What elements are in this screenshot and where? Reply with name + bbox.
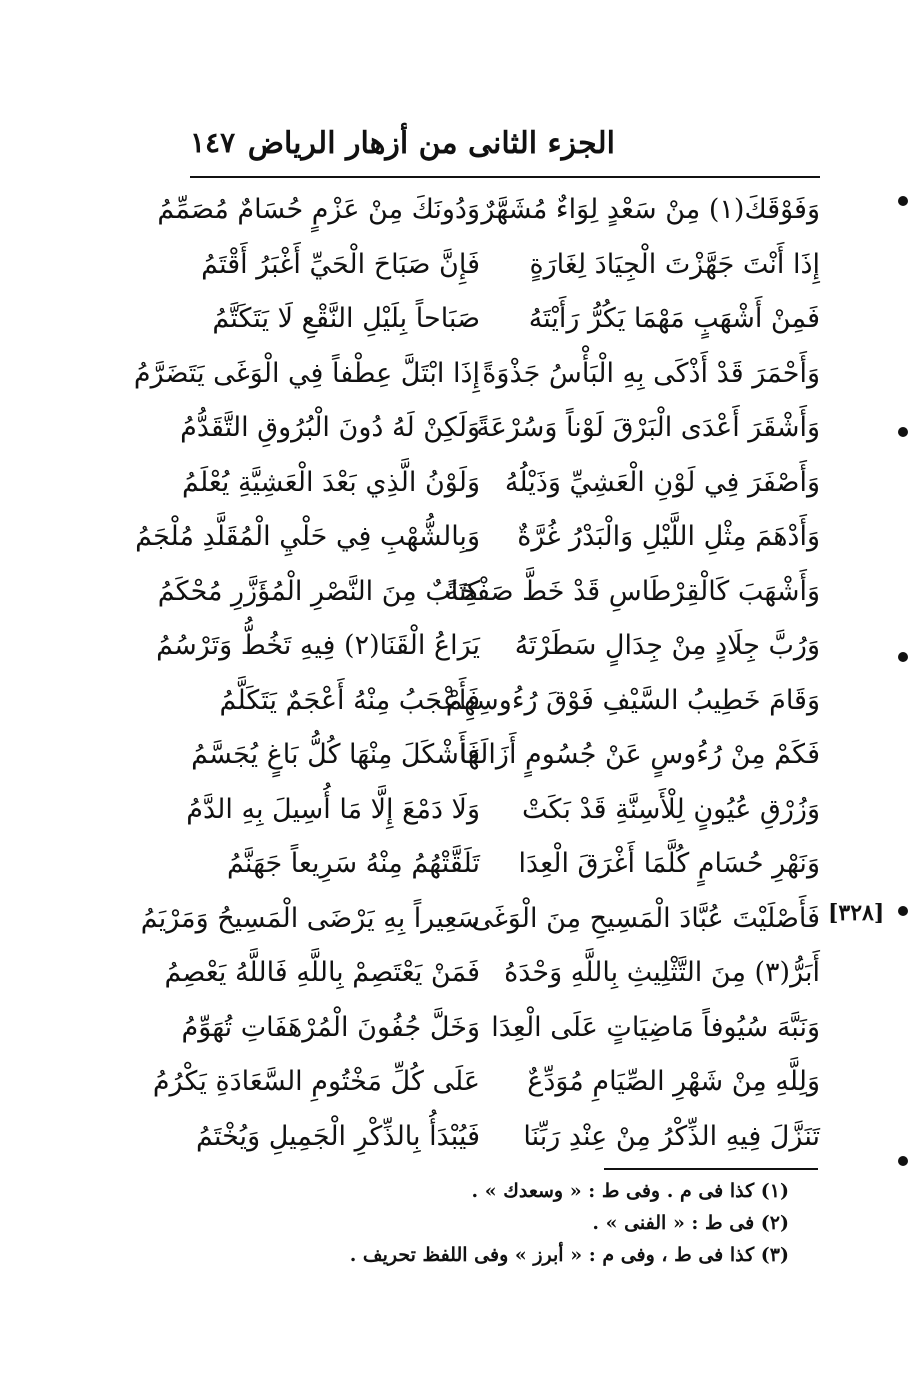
verse-first-hemistich: وَأَدْهَمَ مِثْلِ اللَّيْلِ وَالْبَدْرُ غُرَّةٌ bbox=[517, 521, 820, 552]
verse bbox=[186, 788, 820, 843]
verse-second-hemistich: وَلَوْنُ الَّذِي بَعْدَ الْعَشِيَّةِ يُعْلَمُ bbox=[181, 466, 480, 498]
running-title: الجزء الثانى من أزهار الرياض bbox=[247, 126, 615, 161]
page-number: ١٤٧ bbox=[190, 126, 236, 159]
verse-first-hemistich: وَرُبَّ جِلَادٍ مِنْ جِدَالٍ سَطَرْتَهُ bbox=[514, 630, 820, 661]
verse-second-hemistich: وَلَكِنْ لَهُ دُونَ الْبُرُوقِ التَّقَدُّمُ bbox=[180, 412, 480, 443]
header-rule bbox=[190, 176, 820, 178]
margin-page-reference: [٣٢٨] bbox=[828, 900, 885, 926]
running-header bbox=[190, 122, 820, 172]
margin-dot bbox=[898, 906, 908, 916]
verse-first-hemistich: وَقَامَ خَطِيبُ السَّيْفِ فَوْقَ رُءُوسِهِمْ bbox=[445, 684, 820, 716]
footnote: (١) كذا فى م . وفى ط : « وسعدك » . bbox=[471, 1180, 789, 1202]
poem bbox=[133, 188, 820, 1169]
verse-first-hemistich: وَأَشْقَرَ أَعْدَى الْبَرْقَ لَوْناً وَسُرْعَةً bbox=[476, 412, 820, 443]
margin-dot bbox=[898, 427, 908, 437]
verse-first-hemistich: وَأَصْفَرَ فِي لَوْنِ الْعَشِيِّ وَذَيْلُهُ bbox=[504, 466, 820, 498]
verse-first-hemistich: فَكَمْ مِنْ رُءُوسٍ عَنْ جُسُومٍ أَزَالَهَا bbox=[459, 739, 820, 770]
footnote: (٢) فى ط : « الفنى » . bbox=[592, 1212, 789, 1234]
verse bbox=[152, 1060, 820, 1115]
verse bbox=[190, 243, 820, 298]
verse bbox=[190, 679, 820, 734]
verse-first-hemistich: وَأَشْهَبَ كَالْقِرْطَاسِ قَدْ خَطَّ صَفْحَةً bbox=[445, 575, 820, 607]
verse-second-hemistich: فَإِنَّ صَبَاحَ الْحَيِّ أَغْبَرُ أَقْتَمُ bbox=[201, 248, 480, 280]
verse bbox=[190, 733, 820, 788]
verse-second-hemistich: وَلَا دَمْعَ إِلَّا مَا أُسِيلَ بِهِ الدَّمُ bbox=[186, 793, 480, 825]
verse-second-hemistich: فَمَنْ يَعْتَصِمْ بِاللَّهِ فَاللَّهُ يَعْصِمُ bbox=[164, 957, 480, 988]
verse-second-hemistich: وَخَلَّ جُفُونَ الْمُرْهَفَاتِ تُهَوِّمُ bbox=[181, 1011, 480, 1043]
verse bbox=[190, 842, 820, 897]
verse-second-hemistich: تَلَقَّتْهُمُ مِنْهُ سَرِيعاً جَهَنَّمُ bbox=[226, 848, 480, 879]
margin-dot bbox=[898, 1156, 908, 1166]
verse-first-hemistich: وَنَهْرِ حُسَامٍ كُلَّمَا أَغْرَقَ الْعِدَا bbox=[518, 848, 820, 879]
verse bbox=[133, 352, 820, 407]
footnotes bbox=[269, 1180, 789, 1276]
verse bbox=[180, 406, 820, 461]
verse-first-hemistich: إِذَا أَنْتَ جَهَّزْتَ الْجِيَادَ لِغَارَةٍ bbox=[529, 248, 820, 280]
verse-first-hemistich: وَنَبَّهَ سُيُوفاً مَاضِيَاتٍ عَلَى الْعِدَا bbox=[491, 1011, 820, 1043]
verse-first-hemistich: وَأَحْمَرَ قَدْ أَذْكَى بِهِ الْبَأْسُ جَذْوَةً bbox=[482, 357, 820, 389]
margin-dot bbox=[898, 652, 908, 662]
verse-second-hemistich: فَأَعْجَبُ مِنْهُ أَعْجَمٌ يَتَكَلَّمُ bbox=[219, 684, 480, 716]
footnote: (٣) كذا فى ط ، وفى م : « أبرز » وفى اللفظ تحريف . bbox=[349, 1244, 789, 1266]
verse bbox=[157, 188, 820, 243]
verse bbox=[157, 570, 820, 625]
verse bbox=[190, 1115, 820, 1170]
verse-second-hemistich: يَرَاعُ الْقَنَا(٢) فِيهِ تَخُطُّ وَتَرْسُمُ bbox=[156, 630, 480, 661]
verse-first-hemistich: فَأَصْلَيْتَ عُبَّادَ الْمَسِيحِ مِنَ الْوَغَى bbox=[471, 902, 820, 934]
verse bbox=[140, 897, 820, 952]
verse-second-hemistich: وَدُونَكَ مِنْ عَزْمٍ حُسَامٌ مُصَمِّمُ bbox=[157, 194, 480, 225]
verse-second-hemistich: سَعِيراً بِهِ يَرْضَى الْمَسِيحُ وَمَرْيَمُ bbox=[140, 902, 480, 934]
verse-second-hemistich: فَيُبْدَأُ بِالذِّكْرِ الْجَمِيلِ وَيُخْتَمُ bbox=[196, 1120, 480, 1152]
verse bbox=[181, 461, 820, 516]
verse-first-hemistich: فَمِنْ أَشْهَبٍ مَهْمَا يَكُرُّ رَأَيْتَهُ bbox=[528, 303, 820, 334]
verse bbox=[190, 297, 820, 352]
verse-second-hemistich: عَلَى كُلِّ مَخْتُومِ السَّعَادَةِ يَكْرُمُ bbox=[152, 1066, 480, 1097]
verse-second-hemistich: صَبَاحاً بِلَيْلِ النَّقْعِ لَا يَتَكَتَّمُ bbox=[212, 303, 480, 334]
verse-second-hemistich: إِذَا ابْتَلَّ عِطْفاً فِي الْوَغَى يَتَضَرَّمُ bbox=[133, 357, 480, 389]
verse-first-hemistich: وَزُرْقِ عُيُونٍ لِلْأَسِنَّةِ قَدْ بَكَتْ bbox=[521, 793, 820, 825]
verse-first-hemistich: أَبَرُّ(٣) مِنَ التَّثْلِيثِ بِاللَّهِ وَحْدَهُ bbox=[504, 957, 820, 988]
verse-second-hemistich: وَبِالشُّهْبِ فِي حَلْيِ الْمُقَلَّدِ مُلْجَمُ bbox=[135, 521, 480, 552]
verse-second-hemistich: فَأَشْكَلَ مِنْهَا كُلُّ بَاغٍ يُجَسَّمُ bbox=[191, 739, 480, 770]
verse-first-hemistich: تَنَزَّلَ فِيهِ الذِّكْرُ مِنْ عِنْدِ رَبِّنَا bbox=[523, 1120, 820, 1152]
verse-first-hemistich: وَلِلَّهِ مِنْ شَهْرِ الصِّيَامِ مُوَدِّعٌ bbox=[527, 1066, 820, 1097]
verse bbox=[156, 624, 820, 679]
verse-first-hemistich: وَفَوْقَكَ(١) مِنْ سَعْدٍ لِوَاءٌ مُشَهَّرٌ bbox=[481, 194, 820, 225]
verse bbox=[135, 515, 820, 570]
margin-dot bbox=[898, 196, 908, 206]
verse bbox=[164, 951, 820, 1006]
footnote-rule bbox=[604, 1168, 818, 1170]
verse bbox=[181, 1006, 820, 1061]
verse-second-hemistich: كِتَابٌ مِنَ النَّصْرِ الْمُؤَزَّرِ مُحْكَمُ bbox=[157, 575, 480, 607]
